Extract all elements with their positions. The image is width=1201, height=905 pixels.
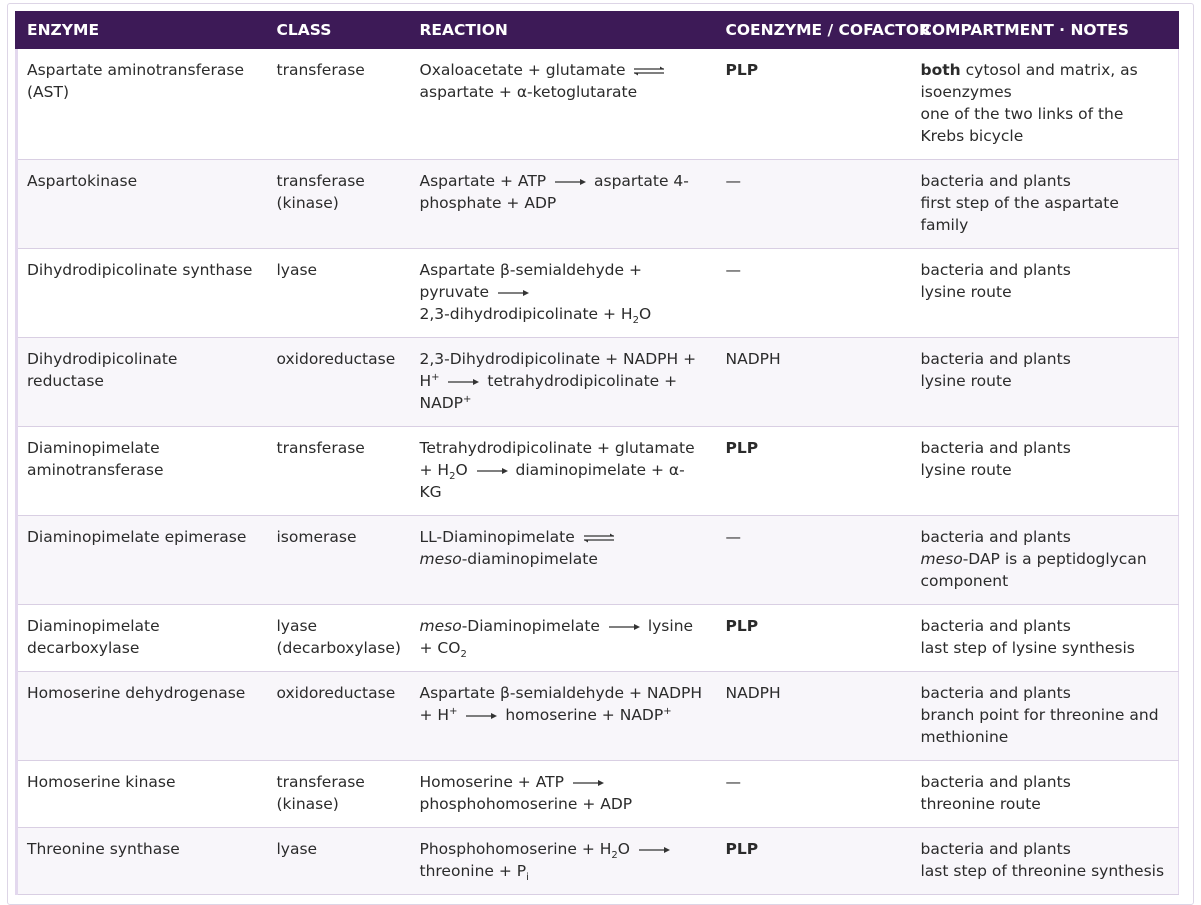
notes-line-1: bacteria and plants bbox=[920, 439, 1071, 457]
cell-enzyme: Aspartate aminotransferase (AST) bbox=[17, 49, 265, 160]
reaction-substrates-tail: O bbox=[455, 461, 468, 479]
cell-reaction bbox=[408, 516, 714, 605]
table-row bbox=[17, 249, 1179, 338]
cell-class: lyase (decarboxylase) bbox=[265, 605, 408, 672]
forward-arrow-icon bbox=[607, 622, 641, 632]
reaction-products: homoserine + NADP bbox=[505, 706, 664, 724]
table-row bbox=[17, 761, 1179, 828]
notes-emphasis: both bbox=[920, 61, 961, 79]
reaction-substrates: Homoserine + ATP bbox=[419, 773, 564, 791]
reaction-substrates: LL-Diaminopimelate bbox=[419, 528, 575, 546]
superscript: + bbox=[431, 371, 440, 383]
cell-cofactor: PLP bbox=[714, 427, 909, 516]
cell-notes bbox=[909, 49, 1179, 160]
reaction-products bbox=[420, 303, 706, 325]
table-row bbox=[17, 160, 1179, 249]
header-enzyme: ENZYME bbox=[17, 11, 265, 49]
cell-notes bbox=[909, 761, 1179, 828]
header-cofactor: COENZYME / COFACTOR bbox=[714, 11, 909, 49]
cell-cofactor: — bbox=[714, 761, 909, 828]
cell-notes bbox=[909, 427, 1179, 516]
cell-cofactor: — bbox=[714, 516, 909, 605]
reaction-products: tetrahydrodipicolinate + NADP bbox=[419, 372, 678, 412]
superscript: + bbox=[449, 705, 458, 717]
cell-cofactor: PLP bbox=[714, 49, 909, 160]
cell-notes bbox=[909, 338, 1179, 427]
cell-class: transferase (kinase) bbox=[265, 160, 408, 249]
reaction-substrates: Aspartate β-semialdehyde + NADPH + H bbox=[419, 684, 703, 724]
notes-line-2: last step of lysine synthesis bbox=[920, 639, 1135, 657]
cell-reaction bbox=[408, 49, 714, 160]
cell-enzyme: Homoserine dehydrogenase bbox=[17, 672, 265, 761]
italic-prefix: meso bbox=[419, 617, 462, 635]
cell-cofactor: — bbox=[714, 249, 909, 338]
cell-cofactor: — bbox=[714, 160, 909, 249]
reaction-products: aspartate 4-phosphate + ADP bbox=[419, 172, 689, 212]
cell-reaction bbox=[408, 427, 714, 516]
cell-reaction bbox=[408, 828, 714, 895]
reaction-products: diaminopimelate + α-KG bbox=[419, 461, 685, 501]
cell-enzyme: Dihydrodipicolinate reductase bbox=[17, 338, 265, 427]
forward-arrow-icon bbox=[475, 466, 509, 476]
notes-line-1: cytosol and matrix, as isoenzymes bbox=[920, 61, 1138, 101]
notes-line-1: bacteria and plants bbox=[920, 773, 1071, 791]
header-notes: COMPARTMENT · NOTES bbox=[909, 11, 1179, 49]
cell-enzyme: Diaminopimelate epimerase bbox=[17, 516, 265, 605]
italic-prefix: meso bbox=[419, 550, 462, 568]
reaction-substrates: -Diaminopimelate bbox=[461, 617, 600, 635]
reaction-substrates: Phosphohomoserine + H bbox=[419, 840, 612, 858]
reaction-products-text: -diaminopimelate bbox=[461, 550, 598, 568]
reaction-products-text: 2,3-dihydrodipicolinate + H bbox=[419, 305, 633, 323]
cell-class: isomerase bbox=[265, 516, 408, 605]
cell-notes bbox=[909, 605, 1179, 672]
notes-line-2: last step of threonine synthesis bbox=[920, 862, 1165, 880]
notes-line-2: one of the two links of the Krebs bicycle bbox=[920, 105, 1124, 145]
cell-class: oxidoreductase bbox=[265, 672, 408, 761]
enzyme-table bbox=[15, 11, 1179, 895]
cell-notes bbox=[909, 828, 1179, 895]
cell-class: oxidoreductase bbox=[265, 338, 408, 427]
notes-line-2: lysine route bbox=[920, 283, 1012, 301]
cell-class: lyase bbox=[265, 249, 408, 338]
subscript: 2 bbox=[632, 315, 639, 327]
table-row bbox=[17, 338, 1179, 427]
reversible-arrow-icon bbox=[582, 533, 616, 543]
notes-line-1: bacteria and plants bbox=[920, 261, 1071, 279]
reaction-products: lysine + CO bbox=[419, 617, 694, 657]
cell-enzyme: Homoserine kinase bbox=[17, 761, 265, 828]
subscript: 2 bbox=[449, 471, 456, 483]
cell-enzyme: Dihydrodipicolinate synthase bbox=[17, 249, 265, 338]
table-header-row bbox=[17, 11, 1179, 49]
notes-line-2: branch point for threonine and methionine bbox=[920, 706, 1159, 746]
cell-class: transferase bbox=[265, 49, 408, 160]
reaction-products: phosphohomoserine + ADP bbox=[419, 795, 633, 813]
cell-notes bbox=[909, 160, 1179, 249]
forward-arrow-icon bbox=[637, 845, 671, 855]
reaction-products bbox=[420, 548, 706, 570]
table-row bbox=[17, 49, 1179, 160]
cell-notes bbox=[909, 516, 1179, 605]
cell-cofactor: PLP bbox=[714, 605, 909, 672]
cell-enzyme: Aspartokinase bbox=[17, 160, 265, 249]
cell-enzyme: Diaminopimelate aminotransferase bbox=[17, 427, 265, 516]
notes-line-1: bacteria and plants bbox=[920, 172, 1071, 190]
cell-notes bbox=[909, 249, 1179, 338]
reaction-substrates: Tetrahydrodipicolinate + glutamate + H bbox=[419, 439, 695, 479]
notes-line-2-text: -DAP is a peptidoglycan component bbox=[920, 550, 1147, 590]
table-row bbox=[17, 605, 1179, 672]
header-reaction: REACTION bbox=[408, 11, 714, 49]
reaction-products-tail: O bbox=[638, 305, 652, 323]
reaction-substrates-tail: O bbox=[617, 840, 630, 858]
table-row bbox=[17, 427, 1179, 516]
notes-line-2: lysine route bbox=[920, 461, 1012, 479]
cell-enzyme: Diaminopimelate decarboxylase bbox=[17, 605, 265, 672]
superscript: + bbox=[462, 393, 472, 405]
cell-reaction bbox=[408, 761, 714, 828]
cell-reaction bbox=[408, 605, 714, 672]
forward-arrow-icon bbox=[496, 288, 530, 298]
table-row bbox=[17, 516, 1179, 605]
forward-arrow-icon bbox=[571, 778, 605, 788]
notes-line-1: bacteria and plants bbox=[920, 528, 1071, 546]
notes-line-1: bacteria and plants bbox=[920, 684, 1071, 702]
table-row bbox=[17, 672, 1179, 761]
notes-line-2: first step of the aspartate family bbox=[920, 194, 1119, 234]
forward-arrow-icon bbox=[553, 177, 587, 187]
italic-prefix: meso bbox=[920, 550, 963, 568]
cell-class: lyase bbox=[265, 828, 408, 895]
reaction-products: aspartate + α-ketoglutarate bbox=[419, 83, 638, 101]
cell-reaction bbox=[408, 160, 714, 249]
cell-cofactor: NADPH bbox=[714, 338, 909, 427]
notes-line-2: lysine route bbox=[920, 372, 1012, 390]
reaction-substrates: Oxaloacetate + glutamate bbox=[419, 61, 626, 79]
superscript: + bbox=[663, 705, 672, 717]
reversible-arrow-icon bbox=[632, 66, 666, 76]
reaction-products: threonine + P bbox=[419, 862, 527, 880]
cell-cofactor: NADPH bbox=[714, 672, 909, 761]
forward-arrow-icon bbox=[464, 711, 498, 721]
reaction-substrates: Aspartate + ATP bbox=[419, 172, 547, 190]
notes-line-1: bacteria and plants bbox=[920, 350, 1071, 368]
forward-arrow-icon bbox=[446, 377, 480, 387]
reaction-substrates: 2,3-Dihydrodipicolinate + NADPH + H bbox=[419, 350, 697, 390]
notes-line-2: threonine route bbox=[920, 795, 1041, 813]
subscript: 2 bbox=[460, 649, 467, 661]
cell-enzyme: Threonine synthase bbox=[17, 828, 265, 895]
notes-line-1: bacteria and plants bbox=[920, 840, 1071, 858]
cell-reaction bbox=[408, 672, 714, 761]
table-row bbox=[17, 828, 1179, 895]
subscript: i bbox=[526, 872, 529, 884]
cell-reaction bbox=[408, 249, 714, 338]
header-class: CLASS bbox=[265, 11, 408, 49]
subscript: 2 bbox=[611, 850, 618, 862]
notes-line-2 bbox=[921, 548, 1171, 592]
notes-line-1: bacteria and plants bbox=[920, 617, 1071, 635]
cell-class: transferase (kinase) bbox=[265, 761, 408, 828]
reaction-substrates: Aspartate β-semialdehyde + pyruvate bbox=[419, 261, 642, 301]
cell-reaction bbox=[408, 338, 714, 427]
cell-notes bbox=[909, 672, 1179, 761]
cell-class: transferase bbox=[265, 427, 408, 516]
cell-cofactor: PLP bbox=[714, 828, 909, 895]
